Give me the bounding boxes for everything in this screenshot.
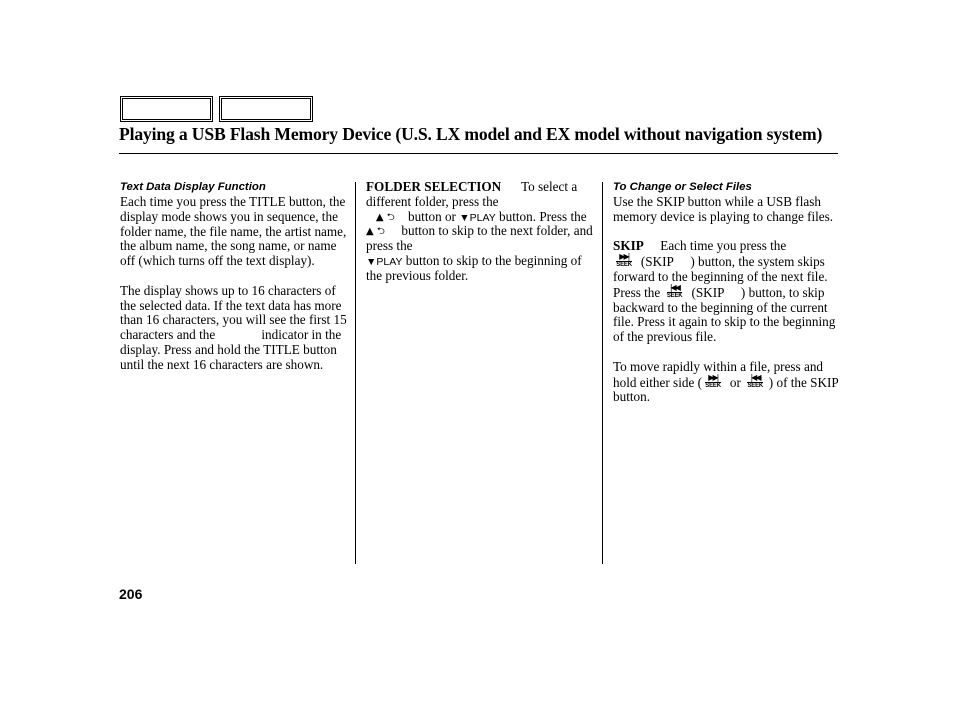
skip-text-3: ) button, the system skips forward to the beginning of the next file. Press the — [613, 254, 828, 300]
column-divider-2 — [602, 182, 603, 564]
section-heading-text-data: Text Data Display Function — [120, 181, 266, 193]
title-rule — [119, 153, 838, 154]
paragraph-display-chars-b: indicator in the display. Press and hold the TITLE button until the next 16 characters are shown. — [120, 327, 342, 372]
paragraph-title-button: Each time you press the TITLE button, the display mode shows you in sequence, the folder name, the file name, the artist name, the album name, the song name, or name off (which turns off the text display). — [120, 194, 347, 269]
paragraph-skip — [613, 239, 841, 345]
header-tab-box-1 — [120, 96, 213, 122]
column-folder-selection — [366, 180, 596, 284]
folder-text-4: button to skip to the next folder, and press the — [366, 223, 593, 254]
folder-up-icon-2: ▲ ⮌ — [366, 226, 385, 238]
folder-up-icon: ▲ ⮌ — [375, 211, 395, 223]
column-change-files — [613, 180, 841, 405]
skip-text-5: ) button, to skip backward to the beginning of the current file. Press it again to skip to the beginning of the previous file. — [613, 284, 836, 345]
skip-heading: SKIP — [613, 238, 644, 254]
play-down-icon-2: ▼PLAY — [366, 255, 403, 268]
paragraph-folder-selection — [366, 180, 596, 284]
column-divider-1 — [355, 182, 356, 564]
section-heading-folder-selection: FOLDER SELECTION — [366, 179, 502, 194]
page-number: 206 — [119, 586, 143, 602]
seek-forward-icon: ▶▶| SEEK — [616, 252, 632, 269]
paragraph-move-rapidly — [613, 360, 841, 405]
column-text-display — [120, 180, 348, 373]
folder-text-1: To select a different folder, press the — [366, 179, 578, 209]
move-text-2: or — [729, 374, 741, 390]
paragraph-display-chars-a: The display shows up to 16 characters of the selected data. If the text data has more than 16 characters, you will see the first 15 characters and the — [120, 282, 347, 343]
skip-text-4: (SKIP — [691, 284, 725, 300]
skip-text-2: (SKIP — [640, 254, 674, 270]
seek-forward-icon-2: ▶▶| SEEK — [705, 372, 721, 389]
seek-backward-icon-2: |◀◀ SEEK — [747, 372, 764, 389]
skip-text-1: Each time you press the — [660, 238, 787, 254]
move-text-3: ) of the SKIP button. — [613, 374, 839, 405]
folder-text-5: button to skip to the beginning of the previous folder. — [366, 252, 582, 283]
paragraph-skip-intro: Use the SKIP button while a USB flash memory device is playing to change files. — [613, 194, 834, 224]
folder-text-2: button or — [407, 208, 456, 224]
move-text-1: To move rapidly within a file, press and hold either side ( — [613, 358, 824, 390]
header-tab-box-2 — [219, 96, 313, 122]
section-heading-change-files: To Change or Select Files — [613, 181, 752, 193]
page-title: Playing a USB Flash Memory Device (U.S. LX model and EX model without navigation system) — [119, 124, 823, 144]
seek-backward-icon: |◀◀ SEEK — [666, 282, 683, 299]
play-down-icon: ▼PLAY — [459, 211, 496, 224]
folder-text-3: button. Press the — [499, 208, 587, 224]
paragraph-display-chars — [120, 284, 348, 373]
